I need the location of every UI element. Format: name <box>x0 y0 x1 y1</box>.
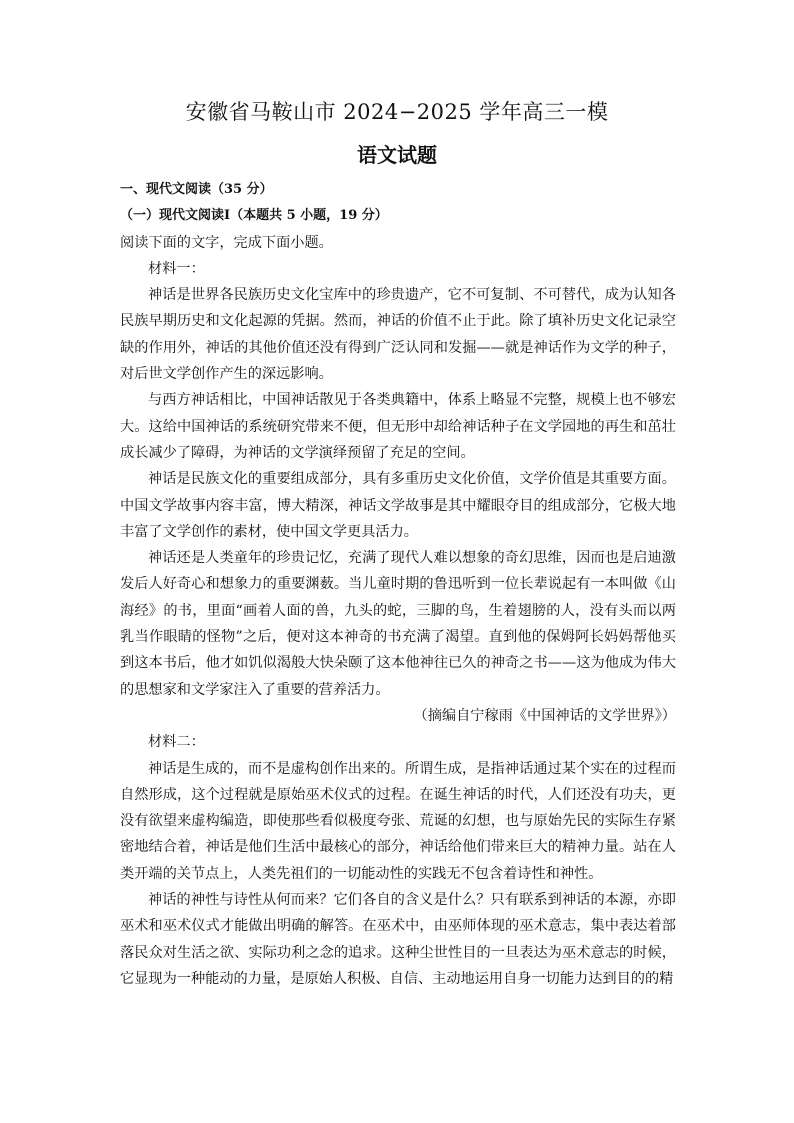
section-sub-heading: （一）现代文阅读Ⅰ（本题共 5 小题，19 分） <box>120 208 388 224</box>
material-one-paragraph: 神话是世界各民族历史文化宝库中的珍贵遗产，它不可复制、不可替代，成为认知各民族早期历史和文化起源的凭据。然而，神话的价值不止于此。除了填补历史文化记录空缺的作用外，神话的其他价值还没有得到广泛认同和发掘——就是神话作为文学的种子，对后世文学创作产生的深远影响。 <box>120 287 676 383</box>
document-subtitle: 语文试题 <box>357 143 437 167</box>
material-two-paragraph: 神话的神性与诗性从何而来？它们各自的含义是什么？只有联系到神话的本源，亦即巫术和巫术仪式才能做出明确的解答。在巫术中，由巫师体现的巫术意志，集中表达着部落民众对生活之欲、实际功利之念的追求。这种尘世性目的一旦表达为巫术意志的时候，它显现为一种能动的力量，是原始人积极、自信、主动地运用自身一切能力达到目的的精 <box>120 892 676 987</box>
material-one-source: （摘编自宁稼雨《中国神话的文学世界》） <box>413 707 676 724</box>
document-title: 安徽省马鞍山市 2024−2025 学年高三一模 <box>185 100 609 124</box>
material-one-paragraph: 神话还是人类童年的珍贵记忆，充满了现代人难以想象的奇幻思维，因而也是启迪激发后人好奇心和想象力的重要渊薮。当儿童时期的鲁迅听到一位长辈说起有一本叫做《山海经》的书，里面“画着人面的兽，九头的蛇，三脚的鸟，生着翅膀的人，没有头而以两乳当作眼睛的怪物”之后，便对这本神奇的书充满了渴望。直到他的保姆阿长妈妈帮他买到这本书后，他才如饥似渴般大快朵颐了这本他神往已久的神奇之书——这为他成为伟大的思想家和文学家注入了重要的营养活力。 <box>120 550 676 698</box>
document-body <box>120 177 676 992</box>
material-one-paragraph: 与西方神话相比，中国神话散见于各类典籍中，体系上略显不完整，规模上也不够宏大。这给中国神话的系统研究带来不便，但无形中却给神话种子在文学园地的再生和茁壮成长减少了障碍，为神话的文学演绎预留了充足的空间。 <box>120 392 676 461</box>
material-two-paragraph: 神话是生成的，而不是虚构创作出来的。所谓生成，是指神话通过某个实在的过程而自然形成，这个过程就是原始巫术仪式的过程。在诞生神话的时代，人们还没有功夫，更没有欲望来虚构编造，即使那些看似极度夸张、荒诞的幻想，也与原始先民的实际生存紧密地结合着，神话是他们生活中最核心的部分，神话给他们带来巨大的精神力量。站在人类开端的关节点上，人类先祖们的一切能动性的实践无不包含着诗性和神性。 <box>120 760 676 882</box>
section-heading: 一、现代文阅读（35 分） <box>120 182 273 197</box>
material-one-label: 材料一： <box>148 260 205 277</box>
material-two-label: 材料二： <box>148 734 205 751</box>
material-one-paragraph: 神话是民族文化的重要组成部分，具有多重历史文化价值，文学价值是其重要方面。中国文学故事内容丰富，博大精深，神话文学故事是其中耀眼夺目的组成部分，它极大地丰富了文学创作的素材，使中国文学更具活力。 <box>120 471 676 540</box>
instruction-text: 阅读下面的文字，完成下面小题。 <box>120 234 333 251</box>
